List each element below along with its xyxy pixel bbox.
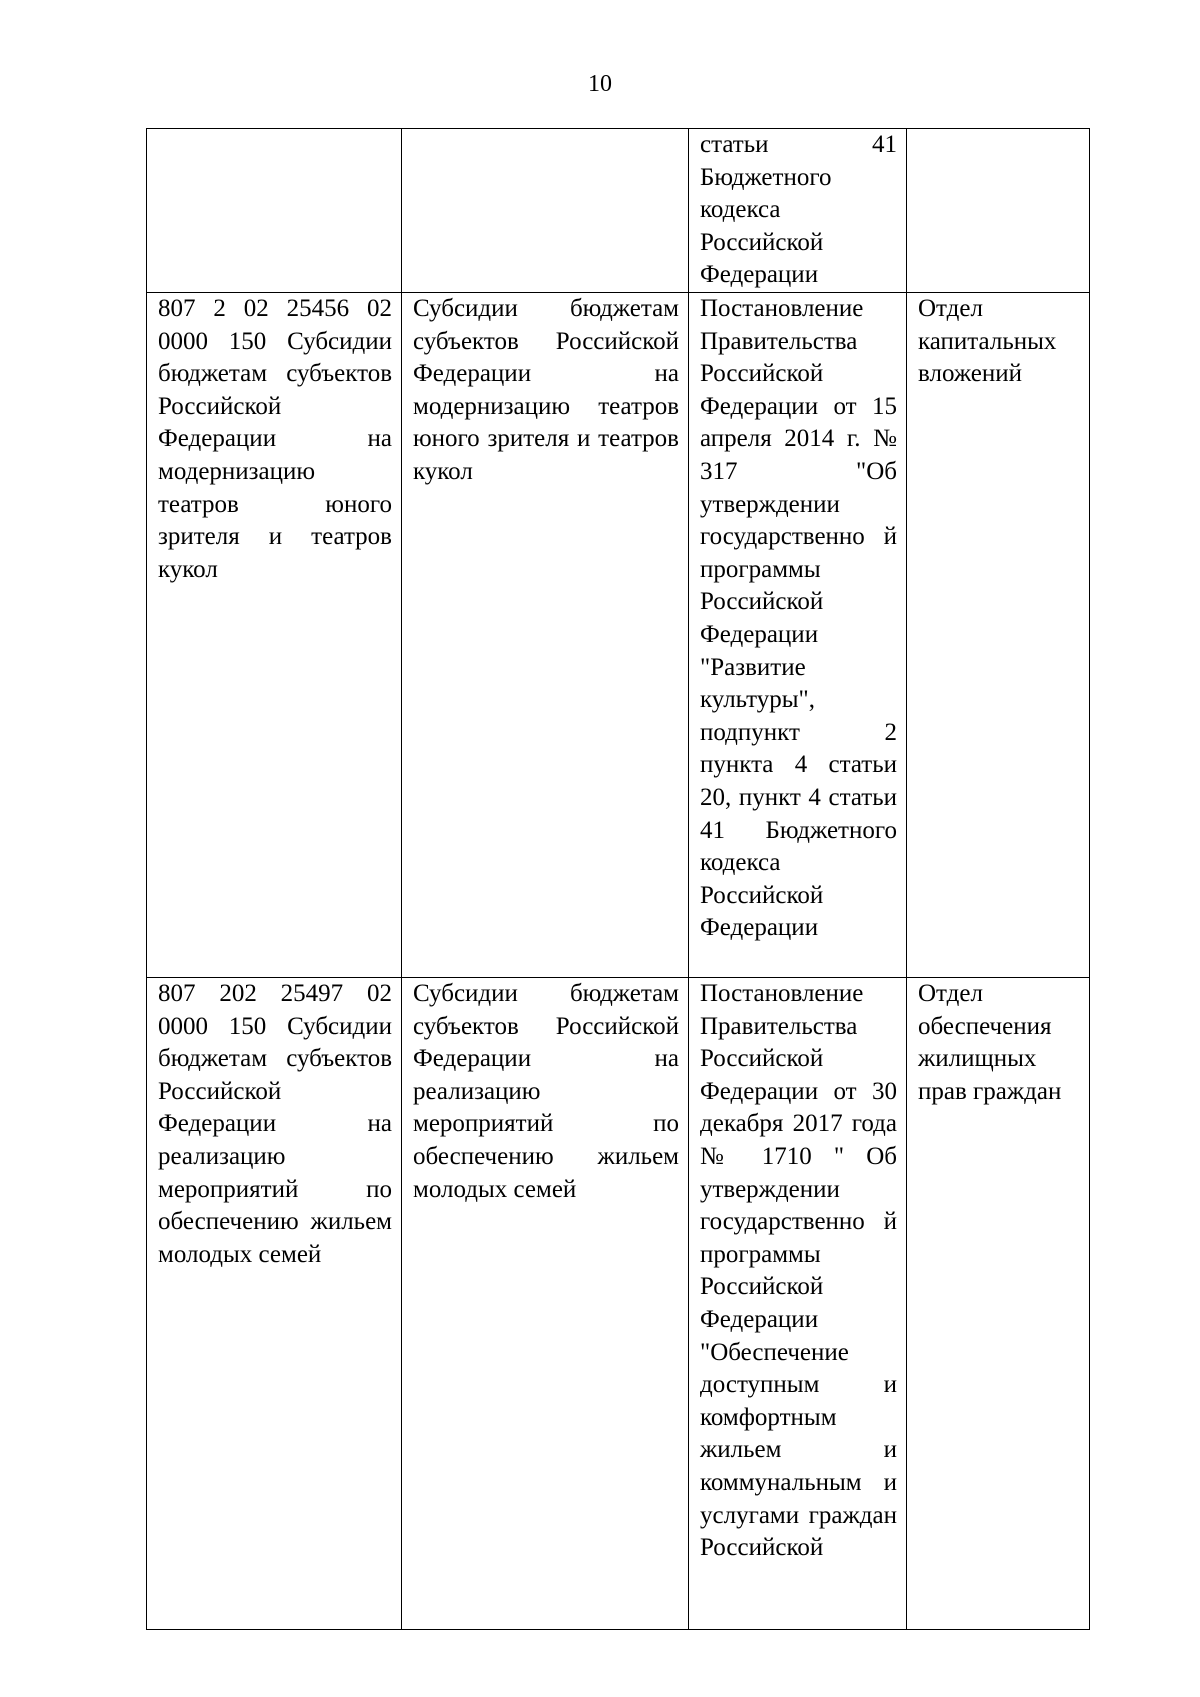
subsidy-name-cell: Субсидии бюджетам субъектов Российской Федерации на модернизацию театров юного зрителя и театров кукол	[402, 293, 689, 978]
subsidy-name-cell: Субсидии бюджетам субъектов Российской Федерации на реализацию мероприятий по обеспечению жильем молодых семей	[402, 978, 689, 1630]
department-cell: Отдел обеспечения жилищных прав граждан	[907, 978, 1090, 1630]
code-and-name-cell	[147, 129, 402, 293]
code-and-name-cell: 807 2 02 25456 02 0000 150 Субсидии бюджетам субъектов Российской Федерации на модернизацию театров юного зрителя и театров кукол	[147, 293, 402, 978]
department-cell	[907, 129, 1090, 293]
table-row	[147, 129, 1090, 293]
legal-basis-cell: Постановление Правительства Российской Федерации от 15 апреля 2014 г. № 317 "Об утверждении государственно й программы Российской Федерации "Развитие культуры", подпункт 2 пункта 4 статьи 20, пункт 4 статьи 41 Бюджетного кодекса Российской Федерации	[689, 293, 907, 978]
department-cell: Отдел капитальных вложений	[907, 293, 1090, 978]
page-number: 10	[588, 71, 612, 97]
legal-basis-cell: статьи 41 Бюджетного кодекса Российской Федерации	[689, 129, 907, 293]
table-row	[147, 293, 1090, 978]
subsidy-name-cell	[402, 129, 689, 293]
legal-basis-cell: Постановление Правительства Российской Федерации от 30 декабря 2017 года № 1710 " Об утверждении государственно й программы Российской Федерации "Обеспечение доступным и комфортным жильем и коммунальным и услугами граждан Российской	[689, 978, 907, 1630]
table-row	[147, 978, 1090, 1630]
budget-revenue-table	[146, 128, 1090, 1630]
code-and-name-cell: 807 202 25497 02 0000 150 Субсидии бюджетам субъектов Российской Федерации на реализацию мероприятий по обеспечению жильем молодых семей	[147, 978, 402, 1630]
